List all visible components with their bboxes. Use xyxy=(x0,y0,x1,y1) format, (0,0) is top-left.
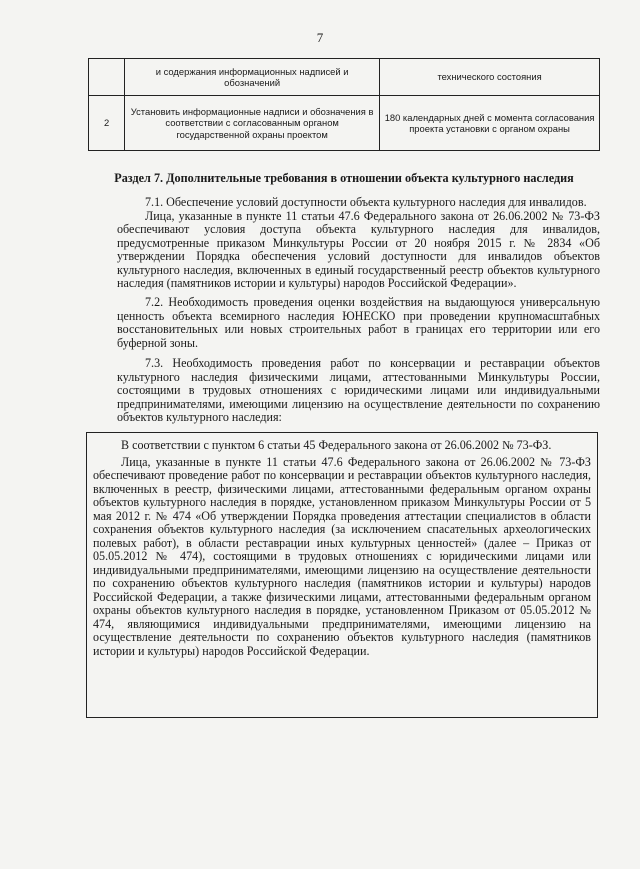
page-number: 7 xyxy=(316,30,324,45)
legal-basis-box xyxy=(86,432,598,718)
paragraph-7-1-heading: 7.1. Обеспечение условий доступности объекта культурного наследия для инвалидов. xyxy=(145,195,587,209)
row-number-cell: 2 xyxy=(89,96,125,151)
box-paragraph-details: Лица, указанные в пункте 11 статьи 47.6 Федерального закона от 26.06.2002 № 73-ФЗ обеспечивают проведение работ по консервации и реставрации объектов культурного наследия, включенных в реестр, физическими лицами, аттестованными федеральным органом охраны объектов культурного наследия в порядке, установленном приказом Минкультуры России от 5 мая 2012 г. № 474 «Об утверждении Порядка проведения аттестации специалистов в области сохранения объектов культурного наследия (за исключением спасательных археологических полевых работ), в области реставрации иных культурных ценностей» (далее – Приказ от 05.05.2012 № 474), состоящими в трудовых отношениях с юридическими лицами или индивидуальными предпринимателями, имеющими лицензию на осуществление деятельности по сохранению объектов культурного наследия (памятников истории и культуры) народов Российской Федерации, а также физическими лицами, аттестованными федеральным органом охраны объектов культурного наследия в порядке, установленном Приказом от 05.05.2012 № 474, являющимися индивидуальными предпринимателями, имеющими лицензию на осуществление деятельности по сохранению объектов культурного наследия (памятников истории и культуры) народов Российской Федерации. xyxy=(93,454,591,658)
requirements-table xyxy=(88,58,600,151)
action-cell: и содержания информационных надписей и обозначений xyxy=(125,59,380,96)
table-row xyxy=(89,59,600,96)
box-paragraph-basis: В соответствии с пунктом 6 статьи 45 Федерального закона от 26.06.2002 № 73-ФЗ. xyxy=(121,438,552,452)
action-cell: Установить информационные надписи и обозначения в соответствии с согласованным органом государственной охраны проектом xyxy=(125,96,380,151)
paragraph-7-2-text: 7.2. Необходимость проведения оценки воздействия на выдающуюся универсальную ценность объекта всемирного наследия ЮНЕСКО при проведении крупномасштабных восстановительных или новых строительных работ в границах его территории или его буферной зоны. xyxy=(117,295,600,350)
paragraph-7-2 xyxy=(117,296,600,350)
term-cell: технического состояния xyxy=(380,59,600,96)
paragraph-7-3-text: 7.3. Необходимость проведения работ по консервации и реставрации объектов культурного наследия физическими лицами, аттестованными Минкультуры России, состоящими в трудовых отношениях с юридическими лицами или индивидуальными предпринимателями, имеющими лицензию на осуществление деятельности по сохранению объектов культурного наследия: xyxy=(117,356,600,424)
table-row xyxy=(89,96,600,151)
paragraph-7-1 xyxy=(117,196,600,291)
paragraph-7-1-body: Лица, указанные в пункте 11 статьи 47.6 Федерального закона от 26.06.2002 № 73-ФЗ обеспечивают условия доступа объекта культурного наследия для инвалидов, предусмотренные приказом Минкультуры России от 20 ноября 2015 г. № 2834 «Об утверждении Порядка обеспечения условий доступности для инвалидов объектов культурного наследия, включенных в единый государственный реестр объектов культурного наследия (памятников истории и культуры) народов Российской Федерации». xyxy=(117,208,600,290)
row-number-cell xyxy=(89,59,125,96)
section-title: Раздел 7. Дополнительные требования в отношении объекта культурного наследия xyxy=(114,171,574,185)
term-cell: 180 календарных дней с момента согласования проекта установки с органом охраны xyxy=(380,96,600,151)
paragraph-7-3 xyxy=(117,357,600,425)
